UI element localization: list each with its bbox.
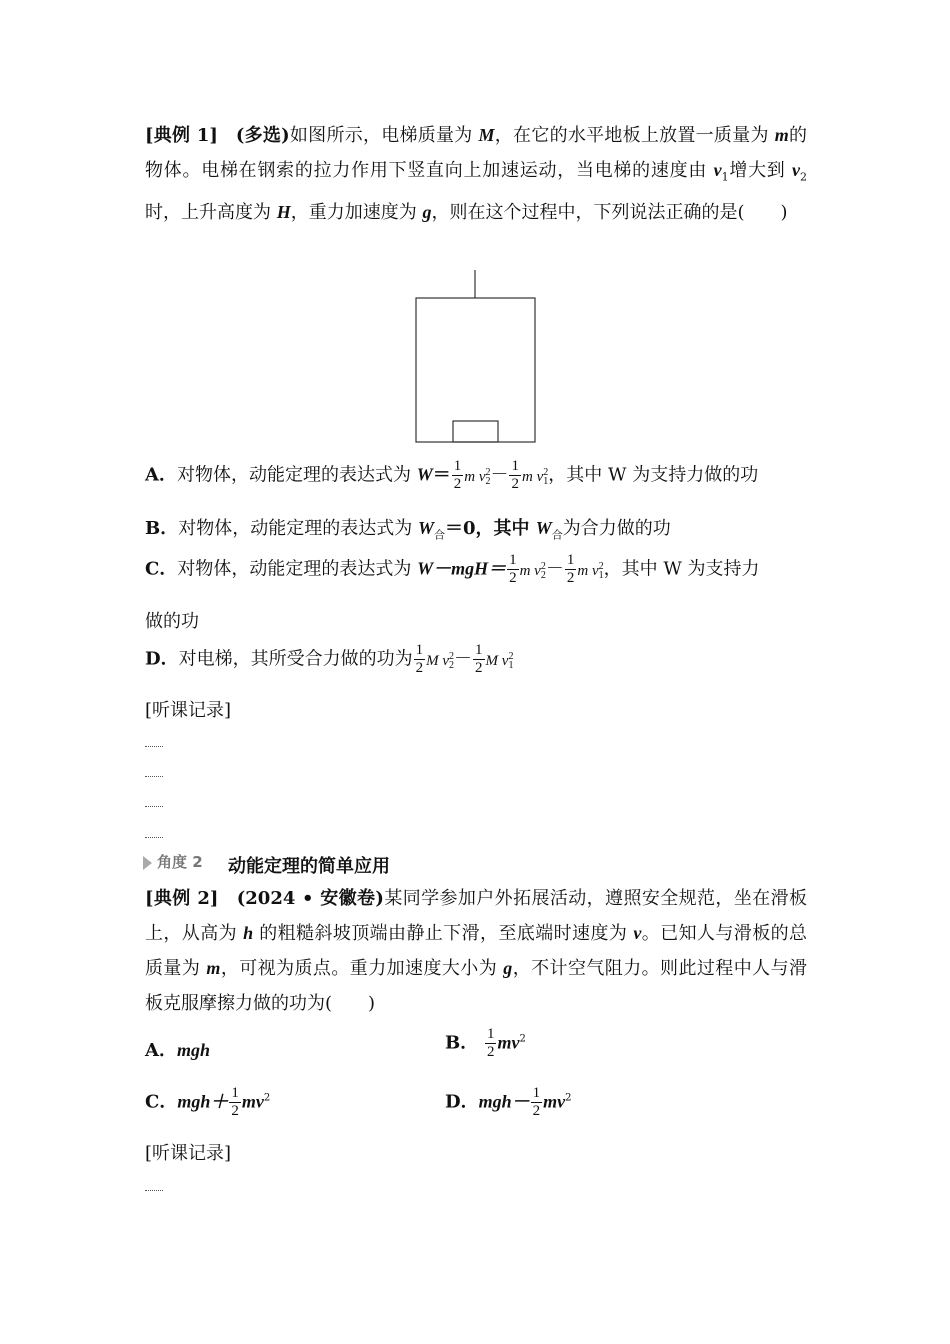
example2-option-b[interactable]: B． $\frac{1}{2}$ $mv^2$ (445, 1026, 526, 1060)
example2-option-d[interactable]: D．mgh－ $\frac{1}{2}$ $mv^2$ (445, 1085, 572, 1119)
example1-option-c[interactable]: C．对物体，动能定理的表达式为 W－mgH＝ $\frac{1}{2}$ m v 2 2 － $\frac{1}{2}$ m v 2 1 ，其中 W 为支持力 (145, 552, 760, 586)
example2-source: (2024 • 安徽卷) (236, 888, 384, 909)
triangle-icon (143, 856, 152, 870)
note-line[interactable] (145, 806, 163, 807)
note-line[interactable] (145, 746, 163, 747)
angle-tag: 角度 2 (143, 851, 203, 872)
example2-tag: [典例 2] (145, 888, 219, 909)
elevator-diagram (415, 268, 537, 444)
example1-notes-label: [听课记录] (145, 700, 232, 721)
example1-option-d[interactable]: D．对电梯，其所受合力做的功为 $\frac{1}{2}$ M v 2 2 － $\frac{1}{2}$ M v 2 1 (145, 642, 514, 676)
example2-notes-label: [听课记录] (145, 1143, 232, 1164)
note-line[interactable] (145, 1190, 163, 1191)
example1-type: (多选) (235, 125, 290, 146)
example1-option-c-continued: 做的功 (145, 611, 199, 632)
example1-option-b[interactable]: B．对物体，动能定理的表达式为 $W_合=0$，其中 $W_合$为合力做的功 (145, 518, 671, 542)
note-line[interactable] (145, 837, 163, 838)
example1-tag: [典例 1] (145, 125, 218, 146)
note-line[interactable] (145, 776, 163, 777)
example1-option-a[interactable]: A．对物体，动能定理的表达式为 W＝ $\frac{1}{2}$ m v 2 2 － $\frac{1}{2}$ m v 2 1 ，其中 W 为支持力做的功 (145, 458, 759, 492)
object-block (453, 421, 498, 442)
example2-option-a[interactable]: A．mgh (145, 1040, 210, 1061)
example2-question: [典例 2] (2024 • 安徽卷)某同学参加户外拓展活动，遵照安全规范，坐在滑板上，从高为 h 的粗糙斜坡顶端由静止下滑，至底端时速度为 v。已知人与滑板的总质量为 m，可视为质点。重力加速度大小为 g，不计空气阻力。则此过程中人与滑板克服摩擦力做的功为( ) (145, 888, 808, 1014)
angle-title: 动能定理的简单应用 (228, 856, 390, 877)
elevator-box (416, 298, 535, 442)
example1-question: [典例 1] (多选)如图所示，电梯质量为 M，在它的水平地板上放置一质量为 m的物体。电梯在钢索的拉力作用下竖直向上加速运动，当电梯的速度由 $v_1$增大到 $v_2$时，上升高度为 H，重力加速度为 g，则在这个过程中，下列说法正确的是( ) (145, 125, 808, 223)
example2-option-c[interactable]: C．mgh＋ $\frac{1}{2}$ $mv^2$ (145, 1085, 271, 1119)
document-page (145, 118, 808, 1164)
